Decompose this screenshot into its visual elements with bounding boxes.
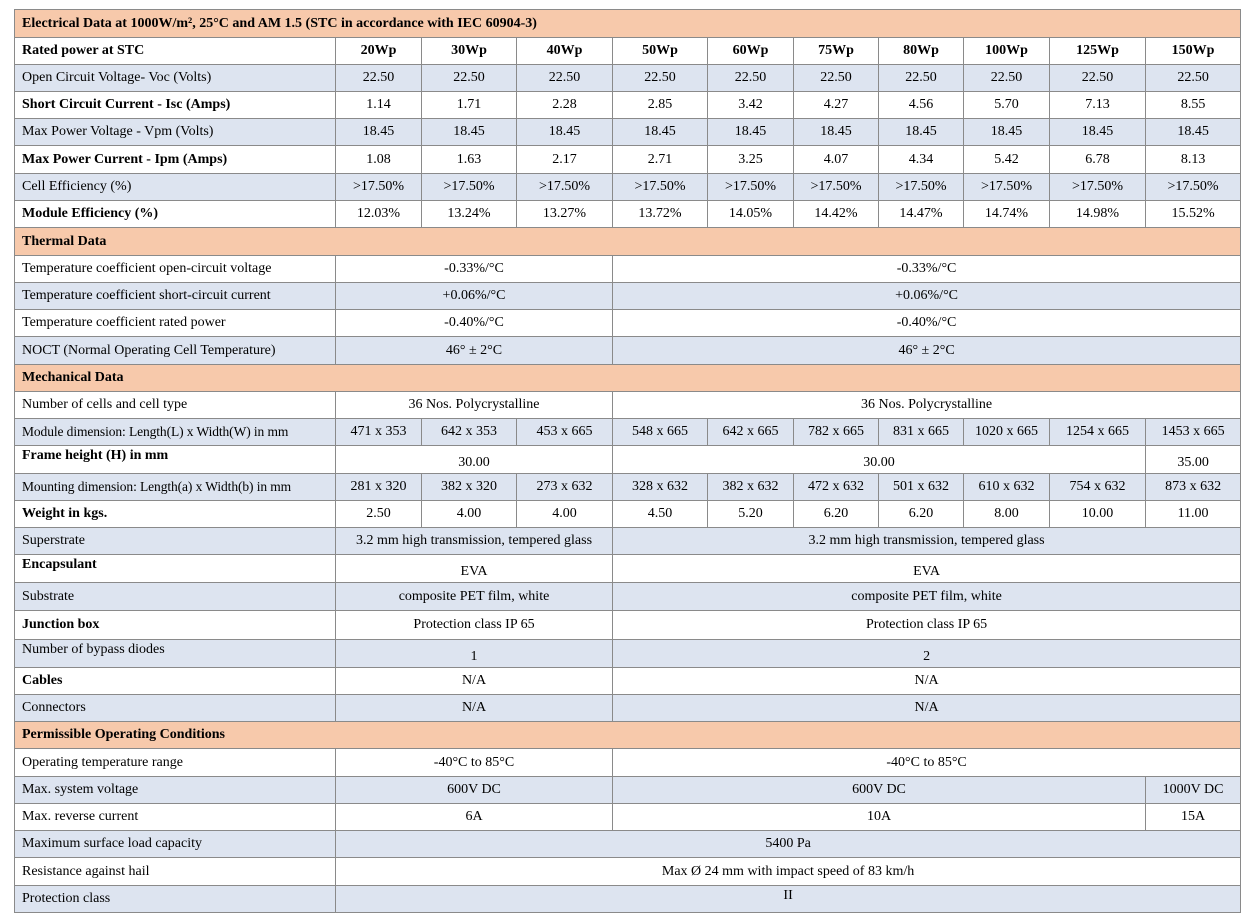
mounting-dimension-cell: 472 x 632 bbox=[794, 474, 879, 501]
operating-temp-small: -40°C to 85°C bbox=[336, 749, 613, 777]
temp-coeff-power-large: -0.40%/°C bbox=[613, 310, 1241, 337]
cables-small: N/A bbox=[336, 668, 613, 695]
reverse-current-mid: 10A bbox=[613, 804, 1146, 831]
junction-box-small: Protection class IP 65 bbox=[336, 611, 613, 640]
module-efficiency-cell: 14.05% bbox=[708, 201, 794, 228]
bypass-diodes-row bbox=[15, 640, 1241, 668]
rated-power-cell: 20Wp bbox=[336, 38, 422, 65]
frame-height-mid: 30.00 bbox=[613, 446, 1146, 474]
module-dimension-cell: 1254 x 665 bbox=[1050, 419, 1146, 446]
isc-row bbox=[15, 92, 1241, 119]
module-efficiency-cell: 14.47% bbox=[879, 201, 964, 228]
module-dimension-label: Module dimension: Length(L) x Width(W) in mm bbox=[15, 419, 336, 446]
mechanical-section-header-row bbox=[15, 365, 1241, 392]
surface-load-row bbox=[15, 831, 1241, 858]
weight-label: Weight in kgs. bbox=[15, 501, 336, 528]
vpm-cell: 18.45 bbox=[879, 119, 964, 146]
noct-large: 46° ± 2°C bbox=[613, 337, 1241, 365]
junction-box-large: Protection class IP 65 bbox=[613, 611, 1241, 640]
mounting-dimension-cell: 610 x 632 bbox=[964, 474, 1050, 501]
vpm-cell: 18.45 bbox=[422, 119, 517, 146]
system-voltage-label: Max. system voltage bbox=[15, 777, 336, 804]
reverse-current-small: 6A bbox=[336, 804, 613, 831]
cells-row bbox=[15, 392, 1241, 419]
superstrate-small: 3.2 mm high transmission, tempered glass bbox=[336, 528, 613, 555]
superstrate-label: Superstrate bbox=[15, 528, 336, 555]
vpm-row bbox=[15, 119, 1241, 146]
module-dimension-cell: 471 x 353 bbox=[336, 419, 422, 446]
connectors-row bbox=[15, 695, 1241, 722]
cables-row bbox=[15, 668, 1241, 695]
voc-cell: 22.50 bbox=[964, 65, 1050, 92]
isc-cell: 2.28 bbox=[517, 92, 613, 119]
cells-small: 36 Nos. Polycrystalline bbox=[336, 392, 613, 419]
voc-cell: 22.50 bbox=[336, 65, 422, 92]
module-dimension-cell: 642 x 353 bbox=[422, 419, 517, 446]
rated-power-cell: 40Wp bbox=[517, 38, 613, 65]
system-voltage-large: 1000V DC bbox=[1146, 777, 1241, 804]
bypass-diodes-small: 1 bbox=[336, 640, 613, 668]
voc-cell: 22.50 bbox=[517, 65, 613, 92]
ipm-cell: 2.71 bbox=[613, 146, 708, 174]
module-efficiency-cell: 12.03% bbox=[336, 201, 422, 228]
ipm-cell: 1.08 bbox=[336, 146, 422, 174]
module-efficiency-cell: 15.52% bbox=[1146, 201, 1241, 228]
ipm-row bbox=[15, 146, 1241, 174]
cell-efficiency-row bbox=[15, 174, 1241, 201]
reverse-current-label: Max. reverse current bbox=[15, 804, 336, 831]
bypass-diodes-label: Number of bypass diodes bbox=[15, 640, 336, 668]
voc-cell: 22.50 bbox=[879, 65, 964, 92]
module-efficiency-row bbox=[15, 201, 1241, 228]
cell-efficiency-cell: >17.50% bbox=[879, 174, 964, 201]
protection-class-value: II bbox=[336, 886, 1241, 913]
temp-coeff-isc-large: +0.06%/°C bbox=[613, 283, 1241, 310]
module-dimension-row bbox=[15, 419, 1241, 446]
electrical-section-header-row bbox=[15, 10, 1241, 38]
module-dimension-cell: 548 x 665 bbox=[613, 419, 708, 446]
substrate-row bbox=[15, 583, 1241, 611]
isc-cell: 4.56 bbox=[879, 92, 964, 119]
cell-efficiency-cell: >17.50% bbox=[794, 174, 879, 201]
surface-load-value: 5400 Pa bbox=[336, 831, 1241, 858]
mounting-dimension-cell: 328 x 632 bbox=[613, 474, 708, 501]
module-efficiency-cell: 13.27% bbox=[517, 201, 613, 228]
cell-efficiency-cell: >17.50% bbox=[613, 174, 708, 201]
vpm-cell: 18.45 bbox=[1146, 119, 1241, 146]
weight-row bbox=[15, 501, 1241, 528]
cell-efficiency-cell: >17.50% bbox=[964, 174, 1050, 201]
module-dimension-cell: 782 x 665 bbox=[794, 419, 879, 446]
thermal-section-header-row bbox=[15, 228, 1241, 256]
rated-power-cell: 75Wp bbox=[794, 38, 879, 65]
isc-cell: 7.13 bbox=[1050, 92, 1146, 119]
substrate-large: composite PET film, white bbox=[613, 583, 1241, 611]
mounting-dimension-cell: 382 x 320 bbox=[422, 474, 517, 501]
cell-efficiency-cell: >17.50% bbox=[422, 174, 517, 201]
ipm-cell: 3.25 bbox=[708, 146, 794, 174]
vpm-cell: 18.45 bbox=[336, 119, 422, 146]
weight-cell: 4.00 bbox=[517, 501, 613, 528]
reverse-current-large: 15A bbox=[1146, 804, 1241, 831]
vpm-cell: 18.45 bbox=[613, 119, 708, 146]
rated-power-label: Rated power at STC bbox=[15, 38, 336, 65]
weight-cell: 2.50 bbox=[336, 501, 422, 528]
module-dimension-cell: 1020 x 665 bbox=[964, 419, 1050, 446]
rated-power-cell: 100Wp bbox=[964, 38, 1050, 65]
rated-power-row bbox=[15, 38, 1241, 65]
substrate-label: Substrate bbox=[15, 583, 336, 611]
hail-label: Resistance against hail bbox=[15, 858, 336, 886]
rated-power-cell: 80Wp bbox=[879, 38, 964, 65]
cables-label: Cables bbox=[15, 668, 336, 695]
cell-efficiency-cell: >17.50% bbox=[708, 174, 794, 201]
protection-class-label: Protection class bbox=[15, 886, 336, 913]
isc-label: Short Circuit Current - Isc (Amps) bbox=[15, 92, 336, 119]
weight-cell: 10.00 bbox=[1050, 501, 1146, 528]
hail-value: Max Ø 24 mm with impact speed of 83 km/h bbox=[336, 858, 1241, 886]
ipm-cell: 4.34 bbox=[879, 146, 964, 174]
encapsulant-row bbox=[15, 555, 1241, 583]
ipm-cell: 1.63 bbox=[422, 146, 517, 174]
module-efficiency-cell: 14.42% bbox=[794, 201, 879, 228]
weight-cell: 8.00 bbox=[964, 501, 1050, 528]
ipm-cell: 4.07 bbox=[794, 146, 879, 174]
module-efficiency-cell: 14.74% bbox=[964, 201, 1050, 228]
temp-coeff-isc-row bbox=[15, 283, 1241, 310]
temp-coeff-voc-large: -0.33%/°C bbox=[613, 256, 1241, 283]
protection-class-row bbox=[15, 886, 1241, 913]
cells-large: 36 Nos. Polycrystalline bbox=[613, 392, 1241, 419]
vpm-cell: 18.45 bbox=[964, 119, 1050, 146]
temp-coeff-isc-small: +0.06%/°C bbox=[336, 283, 613, 310]
reverse-current-row bbox=[15, 804, 1241, 831]
cell-efficiency-label: Cell Efficiency (%) bbox=[15, 174, 336, 201]
encapsulant-small: EVA bbox=[336, 555, 613, 583]
operating-section-header-row bbox=[15, 722, 1241, 749]
vpm-cell: 18.45 bbox=[708, 119, 794, 146]
temp-coeff-voc-label: Temperature coefficient open-circuit voltage bbox=[15, 256, 336, 283]
operating-temp-row bbox=[15, 749, 1241, 777]
isc-cell: 2.85 bbox=[613, 92, 708, 119]
operating-temp-label: Operating temperature range bbox=[15, 749, 336, 777]
temp-coeff-power-small: -0.40%/°C bbox=[336, 310, 613, 337]
mechanical-section-header: Mechanical Data bbox=[15, 365, 1241, 392]
module-efficiency-cell: 13.72% bbox=[613, 201, 708, 228]
weight-cell: 4.50 bbox=[613, 501, 708, 528]
temp-coeff-voc-row bbox=[15, 256, 1241, 283]
rated-power-cell: 30Wp bbox=[422, 38, 517, 65]
hail-row bbox=[15, 858, 1241, 886]
mounting-dimension-row bbox=[15, 474, 1241, 501]
isc-cell: 1.14 bbox=[336, 92, 422, 119]
rated-power-cell: 50Wp bbox=[613, 38, 708, 65]
vpm-cell: 18.45 bbox=[794, 119, 879, 146]
cells-label: Number of cells and cell type bbox=[15, 392, 336, 419]
junction-box-label: Junction box bbox=[15, 611, 336, 640]
cables-large: N/A bbox=[613, 668, 1241, 695]
encapsulant-label: Encapsulant bbox=[15, 555, 336, 583]
module-dimension-cell: 1453 x 665 bbox=[1146, 419, 1241, 446]
module-efficiency-cell: 14.98% bbox=[1050, 201, 1146, 228]
voc-cell: 22.50 bbox=[613, 65, 708, 92]
connectors-label: Connectors bbox=[15, 695, 336, 722]
isc-cell: 1.71 bbox=[422, 92, 517, 119]
system-voltage-small: 600V DC bbox=[336, 777, 613, 804]
isc-cell: 4.27 bbox=[794, 92, 879, 119]
cell-efficiency-cell: >17.50% bbox=[1050, 174, 1146, 201]
voc-cell: 22.50 bbox=[708, 65, 794, 92]
mounting-dimension-cell: 281 x 320 bbox=[336, 474, 422, 501]
operating-temp-large: -40°C to 85°C bbox=[613, 749, 1241, 777]
temp-coeff-voc-small: -0.33%/°C bbox=[336, 256, 613, 283]
ipm-cell: 8.13 bbox=[1146, 146, 1241, 174]
frame-height-row bbox=[15, 446, 1241, 474]
weight-cell: 5.20 bbox=[708, 501, 794, 528]
voc-cell: 22.50 bbox=[1146, 65, 1241, 92]
cell-efficiency-cell: >17.50% bbox=[1146, 174, 1241, 201]
voc-row bbox=[15, 65, 1241, 92]
voc-cell: 22.50 bbox=[1050, 65, 1146, 92]
voc-cell: 22.50 bbox=[794, 65, 879, 92]
voc-cell: 22.50 bbox=[422, 65, 517, 92]
weight-cell: 11.00 bbox=[1146, 501, 1241, 528]
vpm-cell: 18.45 bbox=[517, 119, 613, 146]
operating-section-header: Permissible Operating Conditions bbox=[15, 722, 1241, 749]
thermal-section-header: Thermal Data bbox=[15, 228, 1241, 256]
mounting-dimension-cell: 754 x 632 bbox=[1050, 474, 1146, 501]
mounting-dimension-cell: 873 x 632 bbox=[1146, 474, 1241, 501]
solar-module-spec-table bbox=[14, 9, 1241, 913]
ipm-cell: 5.42 bbox=[964, 146, 1050, 174]
superstrate-large: 3.2 mm high transmission, tempered glass bbox=[613, 528, 1241, 555]
bypass-diodes-large: 2 bbox=[613, 640, 1241, 668]
vpm-cell: 18.45 bbox=[1050, 119, 1146, 146]
ipm-cell: 2.17 bbox=[517, 146, 613, 174]
weight-cell: 6.20 bbox=[879, 501, 964, 528]
isc-cell: 8.55 bbox=[1146, 92, 1241, 119]
frame-height-large: 35.00 bbox=[1146, 446, 1241, 474]
mounting-dimension-cell: 382 x 632 bbox=[708, 474, 794, 501]
mounting-dimension-cell: 501 x 632 bbox=[879, 474, 964, 501]
system-voltage-row bbox=[15, 777, 1241, 804]
ipm-cell: 6.78 bbox=[1050, 146, 1146, 174]
connectors-large: N/A bbox=[613, 695, 1241, 722]
vpm-label: Max Power Voltage - Vpm (Volts) bbox=[15, 119, 336, 146]
weight-cell: 4.00 bbox=[422, 501, 517, 528]
frame-height-label: Frame height (H) in mm bbox=[15, 446, 336, 474]
temp-coeff-power-row bbox=[15, 310, 1241, 337]
cell-efficiency-cell: >17.50% bbox=[336, 174, 422, 201]
module-efficiency-label: Module Efficiency (%) bbox=[15, 201, 336, 228]
voc-label: Open Circuit Voltage- Voc (Volts) bbox=[15, 65, 336, 92]
temp-coeff-power-label: Temperature coefficient rated power bbox=[15, 310, 336, 337]
mounting-dimension-cell: 273 x 632 bbox=[517, 474, 613, 501]
noct-label: NOCT (Normal Operating Cell Temperature) bbox=[15, 337, 336, 365]
module-efficiency-cell: 13.24% bbox=[422, 201, 517, 228]
junction-box-row bbox=[15, 611, 1241, 640]
system-voltage-mid: 600V DC bbox=[613, 777, 1146, 804]
rated-power-cell: 150Wp bbox=[1146, 38, 1241, 65]
noct-row bbox=[15, 337, 1241, 365]
mounting-dimension-label: Mounting dimension: Length(a) x Width(b) in mm bbox=[15, 474, 336, 501]
electrical-section-header: Electrical Data at 1000W/m², 25°C and AM 1.5 (STC in accordance with IEC 60904-3) bbox=[15, 10, 1241, 38]
frame-height-small: 30.00 bbox=[336, 446, 613, 474]
ipm-label: Max Power Current - Ipm (Amps) bbox=[15, 146, 336, 174]
temp-coeff-isc-label: Temperature coefficient short-circuit current bbox=[15, 283, 336, 310]
rated-power-cell: 60Wp bbox=[708, 38, 794, 65]
encapsulant-large: EVA bbox=[613, 555, 1241, 583]
module-dimension-cell: 642 x 665 bbox=[708, 419, 794, 446]
superstrate-row bbox=[15, 528, 1241, 555]
rated-power-cell: 125Wp bbox=[1050, 38, 1146, 65]
substrate-small: composite PET film, white bbox=[336, 583, 613, 611]
isc-cell: 5.70 bbox=[964, 92, 1050, 119]
module-dimension-cell: 831 x 665 bbox=[879, 419, 964, 446]
cell-efficiency-cell: >17.50% bbox=[517, 174, 613, 201]
noct-small: 46° ± 2°C bbox=[336, 337, 613, 365]
module-dimension-cell: 453 x 665 bbox=[517, 419, 613, 446]
surface-load-label: Maximum surface load capacity bbox=[15, 831, 336, 858]
isc-cell: 3.42 bbox=[708, 92, 794, 119]
weight-cell: 6.20 bbox=[794, 501, 879, 528]
connectors-small: N/A bbox=[336, 695, 613, 722]
